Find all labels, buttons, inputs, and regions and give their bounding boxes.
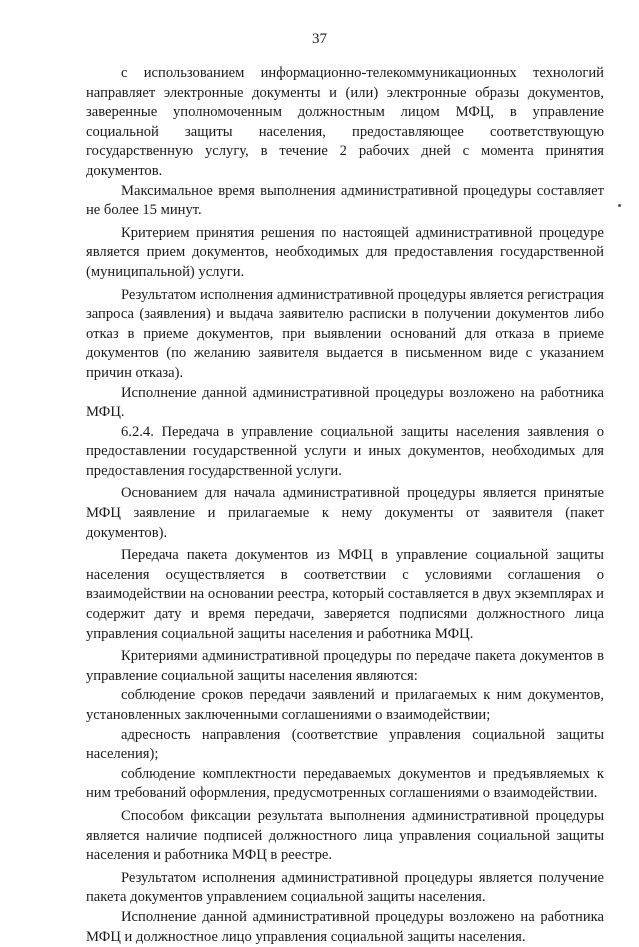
paragraph-procedure-result: Результатом исполнения административной процедуры является регистрация запроса (заявления) и выдача заявителю расписки в получении документов либо отказ в приеме документов, при выявлении оснований для отказа в приеме документов (по желанию заявителя выдается в письменном виде с указанием причин отказа). — [86, 286, 604, 381]
scan-speck — [618, 204, 621, 207]
paragraph-max-time: Максимальное время выполнения административной процедуры составляет не более 15 минут. — [86, 182, 604, 219]
list-item-addressing: адресность направления (соответствие управления социальной защиты населения); — [86, 726, 604, 763]
paragraph-package-transfer: Передача пакета документов из МФЦ в управление социальной защиты населения осуществляется в соответствии с условиями соглашения о взаимодействии на основании реестра, который составляется в двух экземплярах и содержит дату и время передачи, заверяется подписями должностного лица управления социальной защиты населения и работника МФЦ. — [86, 547, 604, 642]
list-item-completeness: соблюдение комплектности передаваемых документов и предъявляемых к ним требований оформления, предусмотренных соглашениями о взаимодействии. — [86, 765, 604, 802]
paragraph-decision-criterion: Критерием принятия решения по настоящей административной процедуре является прием документов, необходимых для предоставления государственной (муниципальной) услуги. — [86, 224, 604, 280]
paragraph-executor: Исполнение данной административной процедуры возложено на работника МФЦ. — [86, 384, 604, 421]
paragraph-transfer-result: Результатом исполнения административной процедуры является получение пакета документов управлением социальной защиты населения. — [86, 869, 604, 906]
paragraph-transfer-executor: Исполнение данной административной процедуры возложено на работника МФЦ и должностное лицо управления социальной защиты населения. — [86, 908, 604, 945]
paragraph-grounds: Основанием для начала административной процедуры является принятые МФЦ заявление и прилагаемые к нему документы от заявителя (пакет документов). — [86, 485, 604, 541]
paragraph-section-6-2-4: 6.2.4. Передача в управление социальной защиты населения заявления о предоставлении государственной услуги и иных документов, необходимых для предоставления государственной услуги. — [86, 423, 604, 479]
list-item-deadlines: соблюдение сроков передачи заявлений и прилагаемых к ним документов, установленных заключенными соглашениями о взаимодействии; — [86, 687, 604, 723]
paragraph-document-transfer-method: с использованием информационно-телекоммуникационных технологий направляет электронные документы и (или) электронные образы документов, заверенные уполномоченным должностным лицом МФЦ, в управление социальной защиты населения, предоставляющее соответствующую государственную услугу, в течение 2 рабочих дней с момента принятия документов. — [86, 65, 604, 179]
paragraph-fixation-method: Способом фиксации результата выполнения административной процедуры является наличие подписей должностного лица управления социальной защиты населения и работника МФЦ в реестре. — [86, 807, 604, 864]
paragraph-transfer-criteria: Критериями административной процедуры по передаче пакета документов в управление социальной защиты населения являются: — [86, 648, 604, 684]
document-body — [86, 64, 604, 947]
page-number: 37 — [312, 31, 327, 47]
